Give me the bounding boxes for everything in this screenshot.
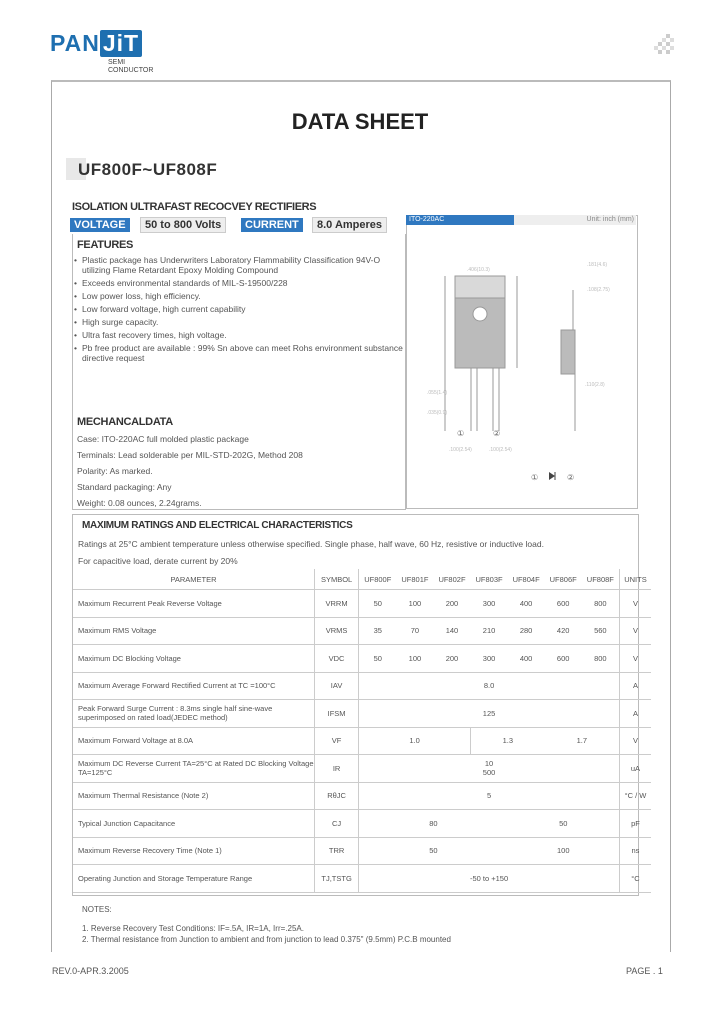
list-item: Terminals: Lead solderable per MIL-STD-202G, Method 208 xyxy=(77,450,303,460)
part-number: UF800F~UF808F xyxy=(78,160,218,179)
header-uf803f: UF803F xyxy=(471,569,508,590)
logo-subtitle xyxy=(108,59,153,75)
row-value: 35 xyxy=(359,617,397,645)
row-unit: V xyxy=(619,617,651,645)
row-unit: °C xyxy=(619,865,651,893)
header-uf801f: UF801F xyxy=(396,569,433,590)
header-uf802f: UF802F xyxy=(433,569,470,590)
notes-heading: NOTES: xyxy=(82,905,112,914)
row-value: 300 xyxy=(471,590,508,618)
row-param: Maximum DC Reverse Current TA=25°C at Rated DC Blocking Voltage TA=125°C xyxy=(73,755,315,783)
table-row xyxy=(73,727,651,755)
row-symbol: VRRM xyxy=(315,590,359,618)
row-unit: ns xyxy=(619,837,651,865)
row-value: 800 xyxy=(582,645,620,673)
table-row xyxy=(73,700,651,728)
header-uf800f: UF800F xyxy=(359,569,397,590)
row-unit: V xyxy=(619,645,651,673)
row-value: 280 xyxy=(508,617,545,645)
row-param: Typical Junction Capacitance xyxy=(73,810,315,838)
current-label: CURRENT xyxy=(241,218,303,232)
table-row xyxy=(73,865,651,893)
row-unit: pF xyxy=(619,810,651,838)
row-unit: A xyxy=(619,672,651,700)
header-symbol: SYMBOL xyxy=(315,569,359,590)
row-value: 1.0 xyxy=(359,727,471,755)
row-symbol: IFSM xyxy=(315,700,359,728)
row-unit: A xyxy=(619,700,651,728)
row-value: 600 xyxy=(545,590,582,618)
list-item: Weight: 0.08 ounces, 2.24grams. xyxy=(77,498,202,508)
ratings-note-1: Ratings at 25°C ambient temperature unless otherwise specified. Single phase, half wave, 60 Hz, resistive or inductive load. xyxy=(78,539,544,549)
row-unit: uA xyxy=(619,755,651,783)
row-symbol: IR xyxy=(315,755,359,783)
note-item: 1. Reverse Recovery Test Conditions: IF=.5A, IR=1A, Irr=.25A. xyxy=(82,924,304,933)
row-value: 420 xyxy=(545,617,582,645)
svg-text:.100(2.54): .100(2.54) xyxy=(449,447,472,453)
svg-text:.055(1.4): .055(1.4) xyxy=(427,390,448,396)
row-param: Maximum DC Blocking Voltage xyxy=(73,645,315,673)
checker-pattern-icon xyxy=(652,34,674,56)
logo-sub2: CONDUCTOR xyxy=(108,67,154,74)
svg-text:.100(2.54): .100(2.54) xyxy=(489,447,512,453)
svg-text:.108(2.75): .108(2.75) xyxy=(587,287,610,293)
row-value: 400 xyxy=(508,590,545,618)
pin1-icon: ① xyxy=(457,429,465,438)
row-symbol: VRMS xyxy=(315,617,359,645)
page-title: DATA SHEET xyxy=(291,109,429,134)
footer-revision: REV.0-APR.3.2005 xyxy=(52,966,129,976)
svg-text:.110(2.8): .110(2.8) xyxy=(585,382,605,388)
row-symbol: CJ xyxy=(315,810,359,838)
row-param: Maximum Forward Voltage at 8.0A xyxy=(73,727,315,755)
row-symbol: VDC xyxy=(315,645,359,673)
svg-text:.181(4.6): .181(4.6) xyxy=(587,262,608,268)
ratings-title: MAXIMUM RATINGS AND ELECTRICAL CHARACTERISTICS xyxy=(82,520,353,531)
svg-text:.406(10.3): .406(10.3) xyxy=(467,267,490,273)
row-value: 800 xyxy=(582,590,620,618)
notes xyxy=(82,904,451,945)
row-value: 70 xyxy=(396,617,433,645)
table-row xyxy=(73,617,651,645)
product-subtitle: ISOLATION ULTRAFAST RECOCVEY RECTIFIERS xyxy=(72,201,317,213)
table-row xyxy=(73,755,651,783)
row-value: 560 xyxy=(582,617,620,645)
header-units: UNITS xyxy=(619,569,651,590)
row-value: 100 xyxy=(508,837,620,865)
list-item: • Low power loss, high efficiency. xyxy=(74,291,404,301)
header-uf804f: UF804F xyxy=(508,569,545,590)
row-param: Maximum Recurrent Peak Reverse Voltage xyxy=(73,590,315,618)
row-value: 50 xyxy=(359,590,397,618)
row-symbol: IAV xyxy=(315,672,359,700)
row-param: Maximum RMS Voltage xyxy=(73,617,315,645)
row-value: 125 xyxy=(359,700,620,728)
row-value: 200 xyxy=(433,590,470,618)
list-item: • Low forward voltage, high current capability xyxy=(74,304,404,314)
row-value: 100 xyxy=(396,590,433,618)
table-row xyxy=(73,810,651,838)
header-parameter: PARAMETER xyxy=(73,569,315,590)
row-unit: °C / W xyxy=(619,782,651,810)
list-item: Case: ITO-220AC full molded plastic package xyxy=(77,434,249,444)
row-value: 200 xyxy=(433,645,470,673)
list-item: • Exceeds environmental standards of MIL-S-19500/228 xyxy=(74,278,404,288)
list-item: • Ultra fast recovery times, high voltage. xyxy=(74,330,404,340)
features-list xyxy=(74,255,404,366)
row-value: 50 xyxy=(359,837,508,865)
mechanical-list xyxy=(77,434,397,514)
row-value: -50 to +150 xyxy=(359,865,620,893)
row-value xyxy=(359,755,620,783)
logo-jit: JiT xyxy=(100,30,142,57)
row-param: Maximum Thermal Resistance (Note 2) xyxy=(73,782,315,810)
row-symbol: TJ,TSTG xyxy=(315,865,359,893)
svg-text:①: ① xyxy=(531,473,539,482)
row-symbol: RθJC xyxy=(315,782,359,810)
row-value: 400 xyxy=(508,645,545,673)
row-value-25c: 10 xyxy=(484,759,494,769)
row-param: Peak Forward Surge Current : 8.3ms single half sine-wave superimposed on rated load(JEDEC method) xyxy=(73,700,315,728)
ratings-table xyxy=(73,569,651,893)
footer-page: PAGE . 1 xyxy=(626,966,663,976)
svg-text:②: ② xyxy=(567,473,575,482)
note-item: 2. Thermal resistance from Junction to ambient and from junction to lead 0.375" (9.5mm) P.C.B mounted xyxy=(82,935,451,944)
list-item: Standard packaging: Any xyxy=(77,482,172,492)
package-outline-drawing xyxy=(407,226,635,506)
row-unit: V xyxy=(619,727,651,755)
row-param: Maximum Average Forward Rectified Current at TC =100°C xyxy=(73,672,315,700)
voltage-label: VOLTAGE xyxy=(70,218,130,232)
row-value: 5 xyxy=(359,782,620,810)
table-row xyxy=(73,672,651,700)
table-row xyxy=(73,645,651,673)
row-symbol: TRR xyxy=(315,837,359,865)
mechanical-heading: MECHANCALDATA xyxy=(77,416,173,428)
table-header-row xyxy=(73,569,651,590)
row-value: 1.3 xyxy=(471,727,545,755)
logo-sub1: SEMI xyxy=(108,59,126,66)
list-item: • High surge capacity. xyxy=(74,317,404,327)
svg-text:.035(0.9): .035(0.9) xyxy=(427,410,448,416)
row-value: 100 xyxy=(396,645,433,673)
row-param: Maximum Reverse Recovery Time (Note 1) xyxy=(73,837,315,865)
header-uf808f: UF808F xyxy=(582,569,620,590)
pin2-icon: ② xyxy=(493,429,501,438)
package-unit: Unit: inch (mm) xyxy=(514,215,636,225)
header-uf806f: UF806F xyxy=(545,569,582,590)
package-name: ITO-220AC xyxy=(406,215,517,225)
row-symbol: VF xyxy=(315,727,359,755)
list-item: • Plastic package has Underwriters Laboratory Flammability Classification 94V-O utilizing Flame Retardant Epoxy Molding Compound xyxy=(74,255,404,275)
row-value: 50 xyxy=(508,810,620,838)
table-row xyxy=(73,837,651,865)
row-value: 300 xyxy=(471,645,508,673)
row-value: 140 xyxy=(433,617,470,645)
row-value: 8.0 xyxy=(359,672,620,700)
logo-pan: PAN xyxy=(50,30,100,56)
table-row xyxy=(73,590,651,618)
row-value: 210 xyxy=(471,617,508,645)
row-value: 50 xyxy=(359,645,397,673)
row-value-125c: 500 xyxy=(482,768,496,778)
features-heading: FEATURES xyxy=(77,239,134,251)
company-logo xyxy=(50,30,142,57)
table-row xyxy=(73,782,651,810)
row-value: 1.7 xyxy=(545,727,620,755)
row-unit: V xyxy=(619,590,651,618)
voltage-value: 50 to 800 Volts xyxy=(140,217,226,233)
row-value: 600 xyxy=(545,645,582,673)
list-item: • Pb free product are available : 99% Sn above can meet Rohs environment substance directive request xyxy=(74,343,404,363)
row-value: 80 xyxy=(359,810,508,838)
list-item: Polarity: As marked. xyxy=(77,466,153,476)
current-value: 8.0 Amperes xyxy=(312,217,387,233)
row-param: Operating Junction and Storage Temperature Range xyxy=(73,865,315,893)
ratings-note-2: For capacitive load, derate current by 20% xyxy=(78,556,238,566)
